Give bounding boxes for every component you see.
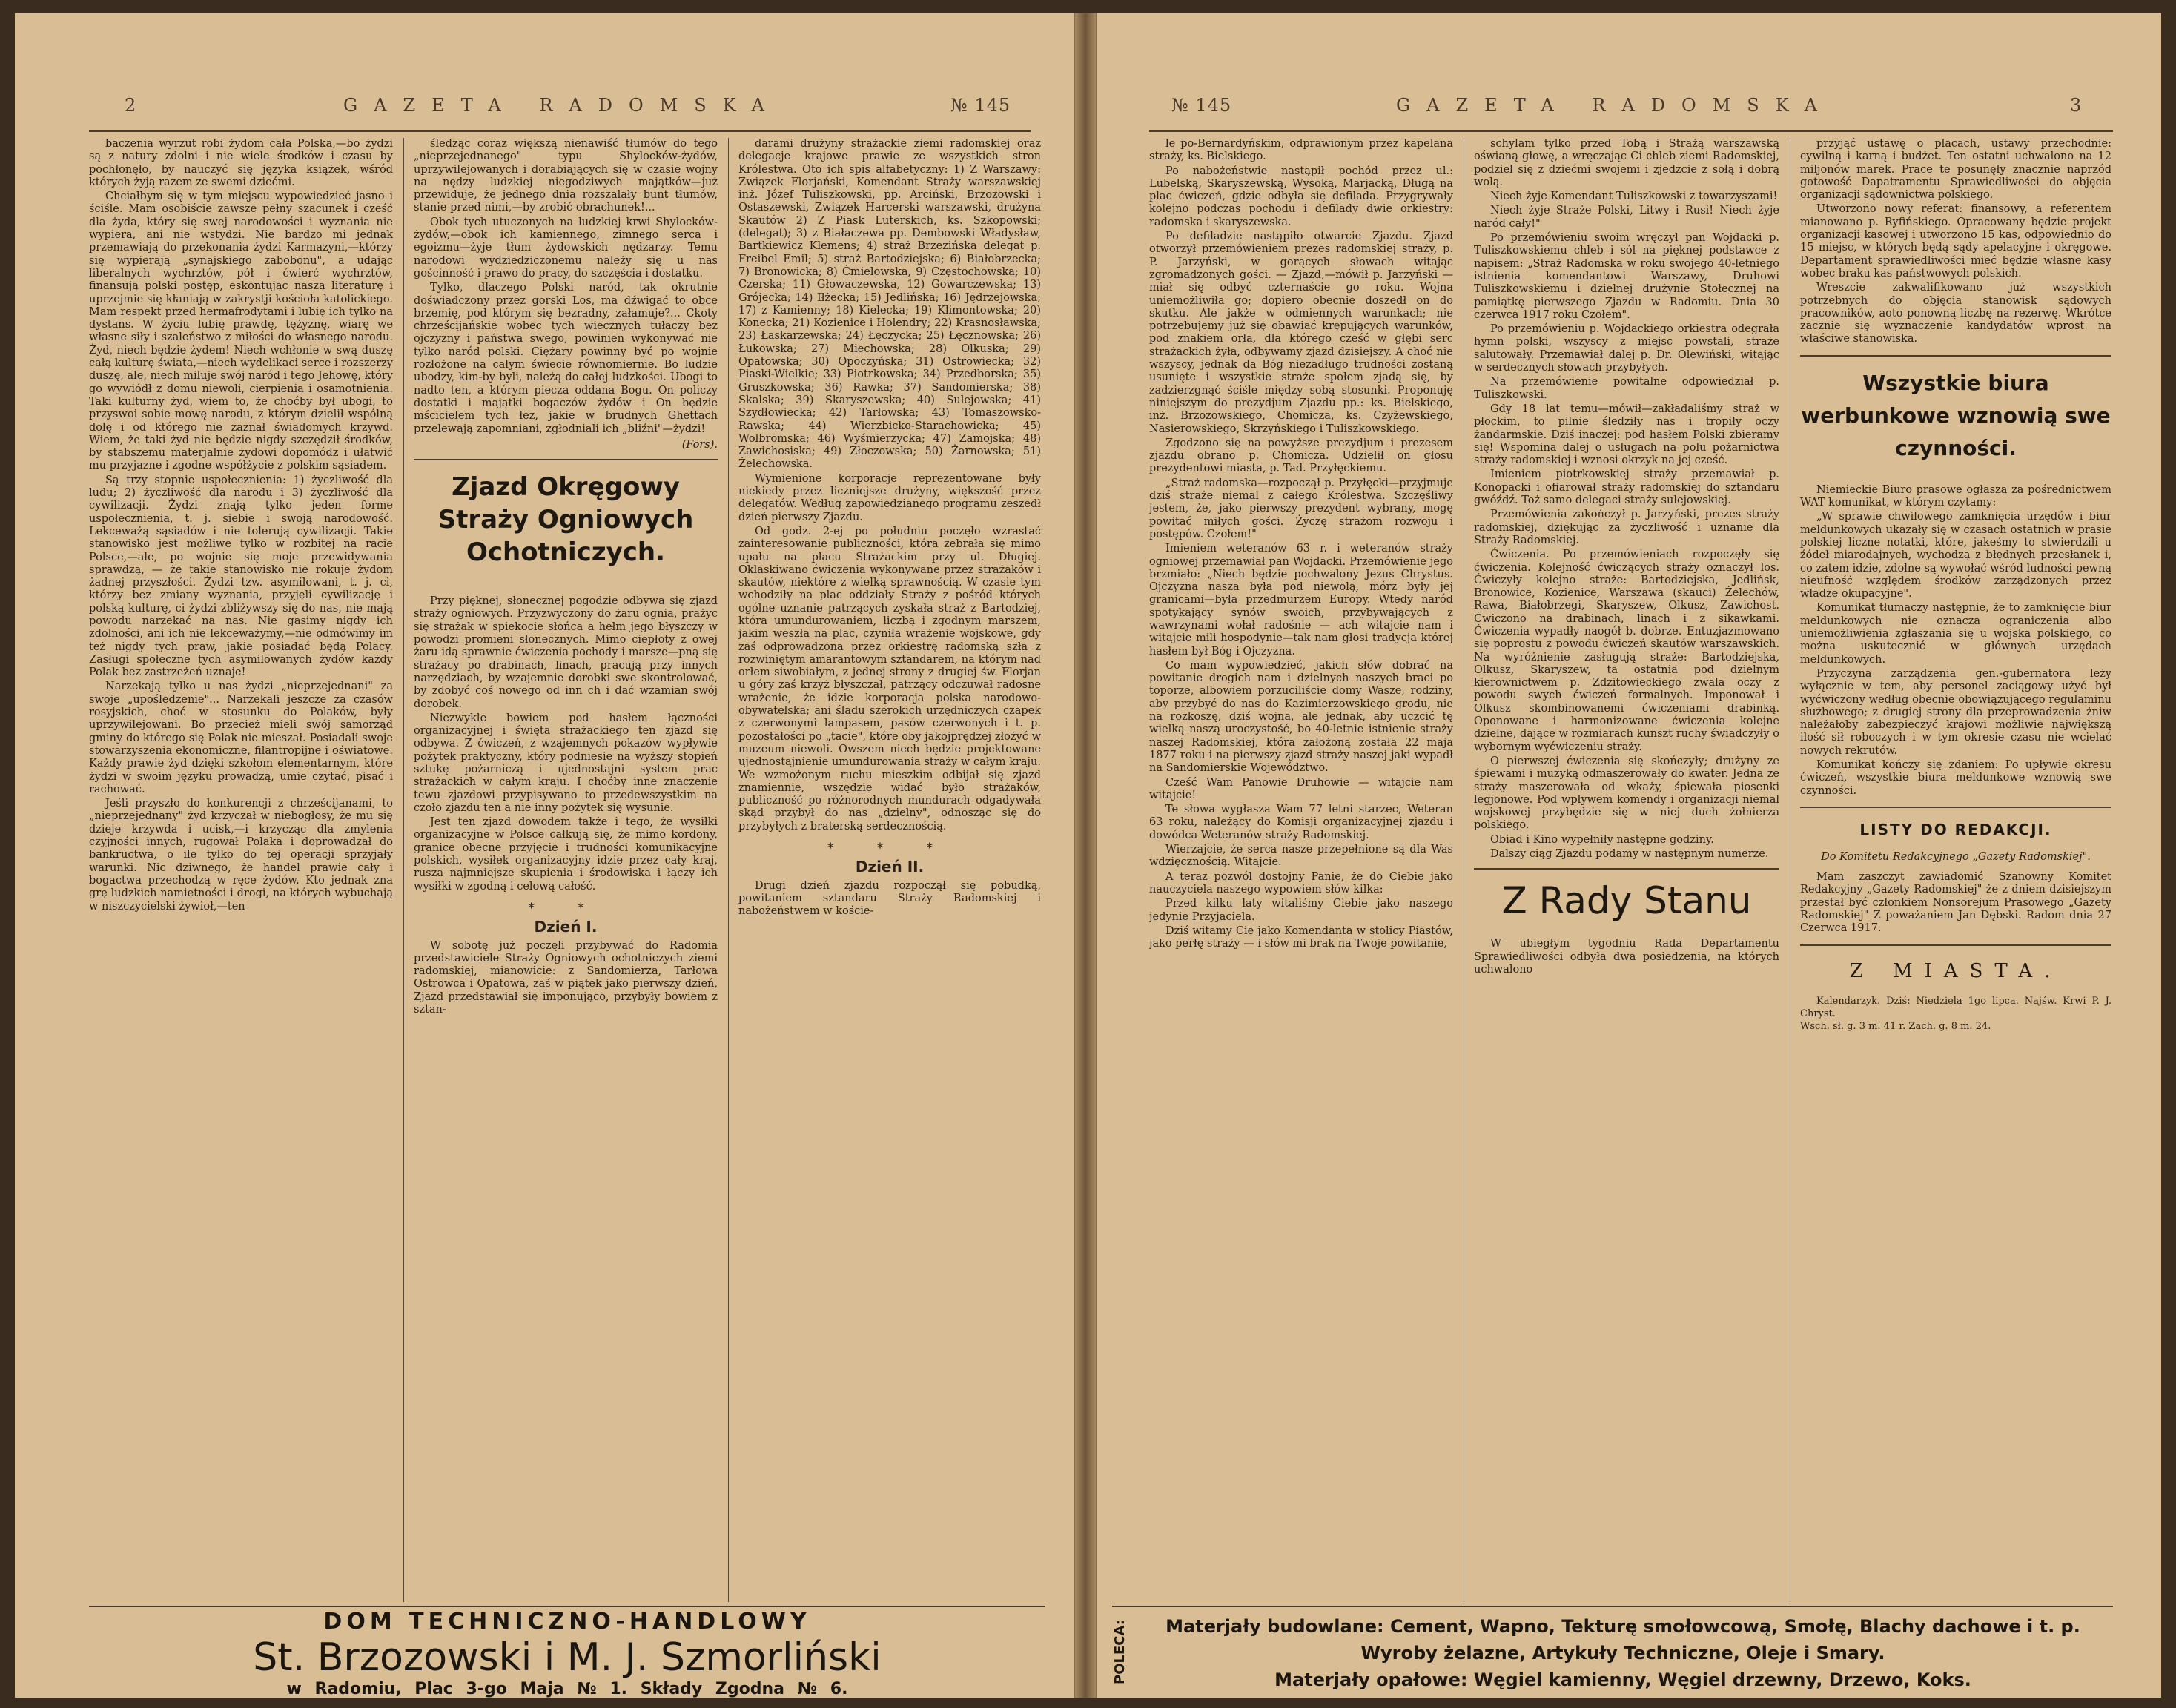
- headline-rada-stanu: Z Rady Stanu: [1501, 879, 1752, 923]
- paragraph: Mam zaszczyt zawiadomić Szanowny Komitet Redakcyjny „Gazety Radomskiej" że z dniem dzisiejszym przestał być członkiem Nonsorejum Prasowego „Gazety Radomskiej" Z poważaniem Jan Dębski. Radom dnia 27 Czerwca 1917.: [1800, 871, 2111, 935]
- left-column-2: [414, 138, 718, 1606]
- headline-biura-werbunkowe: Wszystkie biura werbunkowe wznowią swe czynności.: [1801, 370, 2111, 460]
- header-rule-left: [89, 130, 1031, 132]
- paragraph: Narzekają tylko u nas żydzi „nieprzejednani" za swoje „upośledzenie"... Narzekali jeszcze za czasów rosyjskich, choć w stosunku do Polaków, były uprzywilejowani. Bo przecież mieli swój samorząd gminy do którego się Polak nie mieszał. Posiadali swoje stowarzyszenia ekonomiczne, filantropijne i oświatowe. Każdy prawie żyd dzięki szkołom elementarnym, które żydzi w swoim języku prowadzą, umie czytać, pisać i rachować.: [89, 681, 393, 795]
- paragraph: Drugi dzień zjazdu rozpoczął się pobudką, powitaniem sztandaru Straży Radomskiej i nabożeństwem w koście-: [738, 879, 1041, 918]
- paragraph: Wreszcie zakwalifikowano już wszystkich potrzebnych do objęcia stanowisk sądowych pracowników, aoto ponowną liczbę na rezerwę. Wkrótce zacznie się wyznaczenie kandydatów wprost na właściwe stanowiska.: [1800, 282, 2111, 345]
- ad-building-materials: Materjały budowlane: Cement, Wapno, Tekturę smołowcową, Smołę, Blachy dachowe i t. p.: [1165, 1616, 2080, 1637]
- paragraph: Zgodzono się na powyższe prezydjum i prezesem zjazdu obrano p. Chomicza. Udzielił on głosu prezydentowi miasta, p. Tad. Przyłęckiemu.: [1149, 437, 1453, 475]
- paragraph: Od godz. 2-ej po południu poczęło wzrastać zainteresowanie publiczności, która zebrała się mimo upału na placu Strażackim przy ul. Długiej. Oklaskiwano ćwiczenia wykonywane przez strażaków i skautów, niektóre z wielką sprawnością. W czasie tym wchodziły na plac oddziały Straży z pośród których ogólne uznanie patrzących zyskała straż z Bartodziej, która umundurowaniem, liczbą i zgodnym marszem, jakim weszła na plac, czyniła wrażenie wojskowe, gdy zaś odprowadzona przez orkiestrę radomską szła z rozwiniętym amarantowym sztandarem, na którym nad orłem siwobiałym, z jednej strony z drugiej św. Florjan u góry zaś krzyż błyszczał, patrzący odczuwał radosne wrażenie, że idzie korporacja polska narodowo-obywatelska; ani śladu szerokich urzędniczych czapek z czerwonymi lampasem, pasów czerwonych i t. p. pozostałości po „tacie", które oby jakojprędzej złożyć w muzeum niewoli. Owszem niech będzie projektowane ujednostajnienie umundurowania straży w całym kraju. We wzmożonym ruchu mieszkim odbijał się zjazd znamiennie, wszędzie widać było strażaków, publiczność po różnorodnych mundurach odgadywała skąd przybył do nas „dzielny", odnosząc się do przybyłych z braterską serdecznością.: [738, 525, 1041, 833]
- right-column-2: [1474, 138, 1779, 1606]
- paragraph: Wymienione korporacje reprezentowane były niekiedy przez liczniejsze drużyny, większość przez delegatów. Według zapowiedzianego programu zeszedł dzień pierwszy Zjazdu.: [738, 472, 1041, 523]
- masthead-right: GAZETA RADOMSKA: [1396, 95, 1833, 116]
- headline-listy: LISTY DO REDAKCJI.: [1859, 820, 2052, 838]
- advertisement-left: [89, 1609, 1045, 1698]
- paragraph: Utworzono nowy referat: finansowy, a referentem mianowano p. Ryfińskiego. Opracowany będzie projekt organizacji kasowej i utworzono 15 kas, odpowiednio do 15 miejsc, w których będą sądy apelacyjne i okręgowe. Departament sprawiedliwości mieć będzie własne kasy wobec braku kas państwowych polskich.: [1800, 203, 2111, 279]
- ad-rule-right: [1112, 1606, 2113, 1607]
- asterism: * * *: [827, 841, 953, 857]
- section-rule: [1800, 944, 2111, 946]
- left-column-1: [89, 138, 393, 1606]
- paragraph: Po defiladzie nastąpiło otwarcie Zjazdu. Zjazd otworzył przemówieniem prezes radomskiej straży, p. P. Jarzyński, w gorących słowach witając zgromadzonych gości. — Zjazd,—mówił p. Jarzyński — miał się odbyć czternaście go roku. Wojna uniemożliwiła go; dopiero obecnie doszedł on do skutku. Ale jakże w odmiennych warunkach; nie potrzebujemy już się obawiać krępujących warunków, pod znakiem orła, dla którego cześć w głębi serc strażackich żyła, odbywamy zjazd dzisiejszy. A choć nie wszyscy, jednak da Bóg niezadługo trudności zostaną usunięte i wszystkie straże społem zjadą się, by zadzierzgnąć ściśle między sobą stosunki. Proponuję niniejszym do prezydjum Zjazdu pp.: ks. Bielskiego, inż. Brzozowskiego, Chomicza, ks. Czyżewskiego, Nasierowskiego, Skrzyńskiego i Tuliszkowskiego.: [1149, 231, 1453, 435]
- left-page: [15, 13, 1075, 1698]
- letter-addressee: Do Komitetu Redakcyjnego „Gazety Radomskiej".: [1821, 850, 2091, 863]
- paragraph: Dalszy ciąg Zjazdu podamy w następnym numerze.: [1490, 848, 1769, 861]
- paragraph: Jest ten zjazd dowodem także i tego, że wysiłki organizacyjne w Polsce całkują się, że mimo kordony, granice obecne przyjęcie i trudności komunikacyjne polskich, wysiłek organizacyjny idzie przez cały kraj, rusza najmniejsze skupienia i środowiska i łączy ich wysiłki w zgodną i celową całość.: [414, 816, 718, 893]
- paragraph: Chciałbym się w tym miejscu wypowiedzieć jasno i ściśle. Mam osobiście zawsze pełny szacunek i cześć dla żyda, który się swej narodowości i wyznania nie wypiera, ani nie wstydzi. Nie bardzo mi jednak przemawiają do przekonania żydzi Karmazyni,—którzy się wypierają „synajskiego zabobonu", a udając liberalnych wychrztów, pół i ćwierć wychrztów, finansują polski postęp, eskontując naszą literaturę i uprzejmie się kłaniają w zakrystji kościoła katolickiego. Mam respekt przed hermafrodytami i lubię ich tylko na dystans. W życiu lubię prawdę, tężyznę, wiarę we własne siły i szaleństwo z miłości do własnego narodu. Żyd, niech będzie żydem! Niech wchłonie w swą duszę całą kulturę świata,—niech wydelikaci serce i rozszerzy duszę, ale, niech miluje swój naród i tego Jehowę, który go wywiódł z domu niewoli, cierpienia i osamotnienia. Taki kulturny żyd, wiem to, że choćby był ubogi, to przyswoi sobie mowę narodu, z którym dzielił wspólną dolę i od którego nie zaznał świadomych krzywd. Wiem, że taki żyd nie będzie nigdy szczędził środków, by stabszemu materjalnie żydowi dopomódz i ułatwić mu przyjazne i zgodne współżycie z polskim sąsiadem.: [89, 191, 393, 472]
- right-column-1: [1149, 138, 1453, 1606]
- section-rule: [414, 459, 718, 460]
- paragraph: Przy pięknej, słonecznej pogodzie odbywa się zjazd straży ogniowych. Przyzwyczony do żaru ognia, prażyc się strażak w spiekocie słońca a hełm jego błyszczy w powodzi promieni słonecznych. Mimo ciepłoty z owej żaru idą sprawnie ćwiczenia pochody i marsze—pną się strażacy po drabinach, linach, pracują przy innych narzędziach, by wzajemnie dorobki swe skontrolować, by zdobyć coś nowego od inn ch i dać wzamian swój dorobek.: [414, 595, 718, 710]
- ad-company-name: St. Brzozowski i M. J. Szmorliński: [253, 1635, 882, 1680]
- headline-z-miasta: Z MIASTA.: [1849, 959, 2063, 982]
- book-gutter: [1075, 13, 1096, 1698]
- advertisement-right: [1112, 1612, 2113, 1693]
- paragraph: W ubiegłym tygodniu Rada Departamentu Sprawiedliwości odbyła dwa posiedzenia, na których uchwalono: [1474, 938, 1779, 976]
- page-number-right: 3: [2070, 95, 2092, 116]
- paragraph: W sobotę już poczęli przybywać do Radomia przedstawiciele Straży Ogniowych ochotniczych ziemi radomskiej, mianowicie: z Sandomierza, Tarłowa Ostrowca i Opatowa, zaś w piątek jako pierwszy dzień, Zjazd przedstawiał się imponująco, przybyły bowiem z sztan-: [414, 939, 718, 1016]
- paragraph: Po przemówieniu swoim wręczył pan Wojdacki p. Tuliszkowskiemu chleb i sól na pięknej podstawce z napisem: „Straż Radomska w roku swojego 40-letniego istnienia komendantowi Warszawy, Druhowi Tuliszkowskiemu i dzielnej drużynie Stołecznej na pamiątkę pierwszego Zjazdu w Radomiu. Dnia 30 czerwca 1917 roku Czołem".: [1474, 232, 1779, 321]
- paragraph: Niemieckie Biuro prasowe ogłasza za pośrednictwem WAT komunikat, w którym czytamy:: [1800, 483, 2111, 509]
- signature: (Fors).: [681, 438, 718, 451]
- paragraph: Po nabożeństwie nastąpił pochód przez ul.: Lubelską, Skaryszewską, Wysoką, Marjacką, Długą na plac ćwiczeń, gdzie odbyła się defilada. Przygrywały kolejno podczas pochodu i defilady dwie orkiestry: radomska i skaryszewska.: [1149, 165, 1453, 228]
- asterism: * *: [528, 900, 603, 916]
- paragraph: Przemówienia zakończył p. Jarzyński, prezes straży radomskiej, dziękując za życzliwość i uznanie dla Straży Radomskiej.: [1474, 509, 1779, 546]
- masthead-left: GAZETA RADOMSKA: [343, 95, 781, 116]
- paragraph: Gdy 18 lat temu—mówił—zakładaliśmy straż w płockim, to pilnie śledziły nas i tropiły oczy żandarmskie. Dziś inaczej: pod hasłem Polski zbieramy się! Wspomina dalej o usługach na polu pożarnictwa straży radomskiej i wznosi okrzyk na jej cześć.: [1474, 403, 1779, 467]
- paragraph: Cześć Wam Panowie Druhowie — witajcie nam witajcie!: [1149, 776, 1453, 801]
- paragraph: Dziś witamy Cię jako Komendanta w stolicy Piastów, jako perłę straży — i słów mi brak na Twoje powitanie,: [1149, 924, 1453, 950]
- paragraph: Po przemówieniu p. Wojdackiego orkiestra odegrała hymn polski, wszyscy z miejsc powstali, straże salutowały. Przemawiał dalej p. Dr. Olewiński, witając w serdecznych słowach przybyłych.: [1474, 323, 1779, 374]
- right-column-3: [1800, 138, 2111, 1606]
- subhead-day-2: Dzień II.: [855, 858, 925, 876]
- paragraph: Na przemówienie powitalne odpowiedział p. Tuliszkowski.: [1474, 376, 1779, 401]
- calendar-note: Kalendarzyk. Dziś: Niedziela 1go lipca. Najśw. Krwi P. J. Chryst.: [1800, 995, 2111, 1019]
- sun-times: Wsch. sł. g. 3 m. 41 r. Zach. g. 8 m. 24.: [1800, 1021, 1991, 1033]
- headline-zjazd: Zjazd Okręgowy Straży Ogniowych Ochotniczych.: [437, 472, 694, 568]
- paragraph: śledząc coraz większą nienawiść tłumów do tego „nieprzejednanego" typu Shylocków-żydów, uprzywilejowanych i dorabiających się w czasie wojny na nędzy ludzkiej niegodziwych majątków—już przewiduje, że jednego dnia rozszalały bunt tłumów, stanie przed nimi,—by zrobić obrachunek!...: [414, 138, 718, 214]
- paragraph: Komunikat tłumaczy następnie, że to zamknięcie biur meldunkowych nie oznacza ograniczenia albo uniemożliwienia zgłaszania się u wojska polskiego, co można uskutecznić w głównych urzędach meldunkowych.: [1800, 602, 2111, 666]
- paragraph: przyjąć ustawę o placach, ustawy przechodnie: cywilną i karną i budżet. Ten ostatni uchwalono na 12 miljonów marek. Prace te posunęły znacznie naprzód gotowość Dapatramentu Sprawiedliwości do objęcia organizacji sądownictwa polskiego.: [1800, 138, 2111, 202]
- paragraph: Wierzajcie, że serca nasze przepełnione są dla Was wdzięcznością. Witajcie.: [1149, 844, 1453, 869]
- ad-heading: DOM TECHNICZNO-HANDLOWY: [323, 1609, 811, 1635]
- paragraph: Niezwykle bowiem pod hasłem łączności organizacyjnej i święta strażackiego ten zjazd się odbywa. Z ćwiczeń, z wzajemnych pokazów wypływie pożytek praktyczny, który podniesie na wyższy stopień sztukę pożarniczą i ujednostajni system prac strażackich w całym kraju. I choćby inne znaczenie tewu zjazdowi przypisywano to przedewszystkim na czoło zjazdu ten a nie inny pożytek się wysunie.: [414, 712, 718, 814]
- paragraph: Przyczyna zarządzenia gen.-gubernatora leży wyłącznie w tem, aby personel zaciągowy użyć był wyćwiczony według obecnie obowiązującego regulaminu służbowego; z drugiej strony dla przeprowadzenia żniw należałoby zabezpieczyć krajowi możliwie największą ilość sił roboczych i w tym okresie czasu nie wcielać nowych rekrutów.: [1800, 667, 2111, 757]
- right-page: [1096, 13, 2161, 1698]
- page-number-left: 2: [125, 95, 147, 116]
- ad-fuel: Materjały opałowe: Węgiel kamienny, Węgiel drzewny, Drzewo, Koks.: [1274, 1669, 1971, 1690]
- column-divider: [728, 138, 729, 1602]
- paragraph: Przed kilku laty witaliśmy Ciebie jako naszego jedynie Przyjaciela.: [1149, 898, 1453, 923]
- paragraph: „W sprawie chwilowego zamknięcia urzędów i biur meldunkowych ukazały się w czasach ostatnich w prasie polskiej liczne notatki, które, jakeśmy to stwierdzili u źódeł miarodajnych, wychodzą z błędnych przesłanek i, co zatem idzie, zdolne są wywołać wśród ludności pewną nieufność względem środków zarządzonych przez władze okupacyjne".: [1800, 511, 2111, 600]
- ad-hardware: Wyroby żelazne, Artykuły Techniczne, Oleje i Smary.: [1360, 1643, 1885, 1664]
- subhead-day-1: Dzień I.: [534, 918, 598, 936]
- section-rule: [1800, 807, 2111, 808]
- paragraph: schylam tylko przed Tobą i Strażą warszawską oświaną głowę, a wręczając Ci chleb ziemi Radomskiej, podziel się z dziećmi swojemi i zjedzcie z sołą i dobrą wolą.: [1474, 138, 1779, 188]
- paragraph: Te słowa wygłasza Wam 77 letni starzec, Weteran 63 roku, należący do Komisji organizacyjnej zjazdu i dowódca Weteranów straży Radomskiej.: [1149, 804, 1453, 841]
- paragraph: Obok tych utuczonych na ludzkiej krwi Shylocków-żydów,—obok ich kamiennego, zimnego serca i egoizmu—żyje tłum żydowskich nędzarzy. Temu narodowi wydziedziczonemu należy się u nas gościnność i prawo do pracy, do szczęścia i dostatku.: [414, 216, 718, 279]
- paragraph: Tylko, dlaczego Polski naród, tak okrutnie doświadczony przez gorski Los, ma dźwigać to obce brzemię, pod którym się bezradny, załamuje?... Ckoty chrześcijańskie wobec tych wiecznych tułaczy bez ojczyzny i państwa swego, powinien wykonywać nie tylko naród polski. Ciężary powinny być po wojnie rozłożone na całym świecie równomiernie. Bo ludzie ubodzy, kim-by byli, należą do całej ludzkości. Ubogi to nadto ten, a którym piecza oddana Bogu. On policzy dostatki i majątki bogaczów żydów i On będzie mścicielem tych łez, jakie w brudnych Ghettach przelewają zapomniani, zgłodniali ich „bliźni"—żydzi!: [414, 282, 718, 435]
- header-rule-right: [1149, 130, 2113, 132]
- issue-number-left: № 145: [950, 95, 1011, 116]
- paragraph: le po-Bernardyńskim, odprawionym przez kapelana straży, ks. Bielskiego.: [1149, 138, 1453, 163]
- paragraph: Komunikat kończy się zdaniem: Po upływie okresu ćwiczeń, wszystkie biura meldunkowe wznowią swe czynności.: [1800, 758, 2111, 797]
- section-rule: [1474, 868, 1779, 870]
- ad-address: w Radomiu, Plac 3-go Maja № 1. Składy Zgodna № 6.: [286, 1680, 848, 1698]
- paragraph: darami drużyny strażackie ziemi radomskiej oraz delegacje krajowe prawie ze wszystkich stron Królestwa. Oto ich spis alfabetyczny: 1) Z Warszawy: Związek Florjański, Komendant Straży warszawskiej inż. Józef Tuliszkowski, pp. Arciński, Brzozowski i Ostaszewski, Związek Harcerski warszawski, drużyna Skautów 2) Z Piask Luterskich, ks. Szkopowski; (delegat); 3) z Białaczewa pp. Dembowski Władysław, Bartkiewicz Klemens; 4) straż Brzezińska delegat p. Freibel Emil; 5) straż Bartodziejska; 6) Białobrzecka; 7) Bronowicka; 8) Ćmielowska, 9) Częstochowska; 10) Czerska; 11) Głowaczewska, 12) Gowarczewska; 13) Grójecka; 14) Iłżecka; 15) Jedlińska; 16) Jędrzejowska; 17) z Kamienny; 18) Kielecka; 19) Klimontowska; 20) Konecka; 21) Kozienice i Holendry; 22) Krasnosławska; 23) Łaskarzewska; 24) Łęczycka; 25) Łęcznowska; 26) Łukowska; 27) Miechowska; 28) Olkuska; 29) Opatowska; 30) Opoczyńska; 31) Ostrowiecka; 32) Piaski-Wielkie; 33) Piotrkowska; 34) Przedborska; 35) Gruszkowska; 36) Rawka; 37) Sandomierska; 38) Skalska; 39) Skaryszewska; 40) Sulejowska; 41) Szydłowiecka; 42) Tarłowska; 43) Tomaszowsko-Rawska; 44) Wierzbicko-Starachowicka; 45) Wolbromska; 46) Wyśmierzycka; 47) Zamojska; 48) Zawichosiska; 49) Złoczowska; 50) Żarnowska; 51) Żelechowska.: [738, 138, 1041, 471]
- left-column-3: [738, 138, 1041, 1606]
- ad-label: POLECA:: [1112, 1620, 1128, 1685]
- paragraph: Niech żyje Straże Polski, Litwy i Rusi! Niech żyje naród cały!": [1474, 205, 1779, 230]
- issue-number-right: № 145: [1171, 95, 1232, 116]
- paragraph: Ćwiczenia. Po przemówieniach rozpoczęły się ćwiczenia. Kolejność ćwiczących straży oznaczył los. Ćwiczyły kolejno straże: Bartodziejska, Jedlińsk, Bronowice, Kozienice, Warszawa (skauci) Żelechów, Rawa, Białobrzegi, Skaryszew, Olkusz, Zawichost. Ćwiczono na drabinach, linach i z sikawkami. Ćwiczenia wypadły naogół b. dobrze. Entuzjazmowano się poprostu z powodu ćwiczeń skautów warszawskich. Na wyróżnienie zasługują straże: Bartodziejska, Olkusz, Skaryszew, ta ostatnia pod dzielnym kierownictwem p. Zdzitowieckiego zwala oczy z powodu swych ćwiczeń formalnych. Imponował i Olkusz skombinowanemi ćwiczeniami drabinką. Oponowane i harmonizowane ćwiczenia kolejne dzielne, dające w rozmiarach kunszt ruchy świadczyły o wybornym wyćwiczeniu straży.: [1474, 549, 1779, 753]
- paragraph: baczenia wyrzut robi żydom cała Polska,—bo żydzi są z natury zdolni i nie wiele środków i czasu by pochłonęło, by nauczyć się języka książek, wśród których żyją razem ze swemi dziećmi.: [89, 138, 393, 188]
- section-rule: [1800, 355, 2111, 357]
- paragraph: A teraz pozwól dostojny Panie, że do Ciebie jako nauczyciela naszego wypowiem słów kilka:: [1149, 870, 1453, 896]
- paragraph: Co mam wypowiedzieć, jakich słów dobrać na powitanie drogich nam i dzielnych naszych braci po toporze, albowiem porzuciliście domy Wasze, rodziny, aby przybyć do nas do Kazimierzowskiego grodu, nie na rozkoszę, dziś wojna, ale jednak, aby uczcić tę wielką naszą uroczystość, bo 40-letnie istnienie straży naszej Radomskiej, która założoną została 22 maja 1877 roku i na pierwszy zjazd straży naszej jaki wypadł na Sandomierskie Województwo.: [1149, 659, 1453, 775]
- paragraph: „Straż radomska—rozpoczął p. Przyłęcki—przyjmuje dziś straże niemal z całego Królestwa. Szczęśliwy jestem, że, jako pierwszy prezydent wybrany, mogę powitać miłych gości. Życzę strażom rozwoju i postępów. Czołem!": [1149, 477, 1453, 540]
- column-divider: [403, 138, 404, 1602]
- ad-rule-left: [89, 1606, 1045, 1607]
- paragraph: O pierwszej ćwiczenia się skończyły; drużyny ze śpiewami i muzyką odmaszerowały do kwater. Jedna ze straży maszerowała od wkaży, śpiewała piosenki legjonowe. Pod wpływem komendy i organizacji niemal wojskowej przybędzie się w niej duch żołnierza polskiego.: [1474, 755, 1779, 832]
- paragraph: Obiad i Kino wypełniły następne godziny.: [1490, 833, 1714, 846]
- paragraph: Jeśli przyszło do konkurencji z chrześcijanami, to „nieprzejednany" żyd krzyczał w niebogłosy, że mu się dzieje krzywda i ucisk,—i krzycząc dla zmylenia czyjności innych, rugował Polaka i doprowadzał do bankructwa, o ile tylko do tej operacji sprzyjały warunki. Nic dziwnego, że handel prawie cały i bogactwa przechodzą w ręce żydów. Kto jednak zna grę ludzkich namiętności i drogi, na których wybuchają w niszczycielski żywioł,—ten: [89, 798, 393, 913]
- paragraph: Imieniem piotrkowskiej straży przemawiał p. Konopacki i ofiarował straży radomskiej do sztandaru gwóźdź. Toż samo delegaci straży sulejowskiej.: [1474, 469, 1779, 507]
- paragraph: Imieniem weteranów 63 r. i weteranów straży ogniowej przemawiał pan Wojdacki. Przemówienie jego brzmiało: „Niech będzie pochwalony Jezus Chrystus. Ojczyzna nasza była pod niewolą, mórz były jej granicami—była przedmurzem Europy. Wtedy naród spotykający synów swoich, przybywających z wawrzynami wołał radośnie — ach witajcie nam i witajcie mili hospodynie—tak nam głosi tradycja której hasłem był Bóg i Ojczyzna.: [1149, 543, 1453, 658]
- paragraph: Niech żyje Komendant Tuliszkowski z towarzyszami!: [1490, 191, 1778, 203]
- paragraph: Są trzy stopnie uspołecznienia: 1) życzliwość dla ludu; 2) życzliwość dla narodu i 3) życzliwość dla cywilizacji. Żydzi znają tylko jeden forme uspołecznienia, t. j. siebie i swoją narodowość. Lekceważą sąsiadów i nie tolerują cywilizacji. Takie stanowisko jest możliwe tylko w rozbitej na racie Polsce,—ale, po wojnie się moje przewidywania sprawdzą, — że takie stanowisko nie rokuje żydom żadnej przyszłości. Żydzi tzw. asymilowani, t. j. ci, którzy bez zmiany wyznania, przyjęli cywilizację i polską kulturę, ci żydzi zbliżywszy się do nas, nie mają powodu narzekać na nas. Nie gasimy nigdy ich zdolności, ani ich nie lekceważymy,—nie odmówimy im też nigdy tych praw, jakie posiadać będą Polacy. Zasługi społeczne tych asymilowanych żydów każdy Polak bez zastrzeżeń uznaje!: [89, 474, 393, 679]
- newspaper-spread: [15, 13, 2161, 1698]
